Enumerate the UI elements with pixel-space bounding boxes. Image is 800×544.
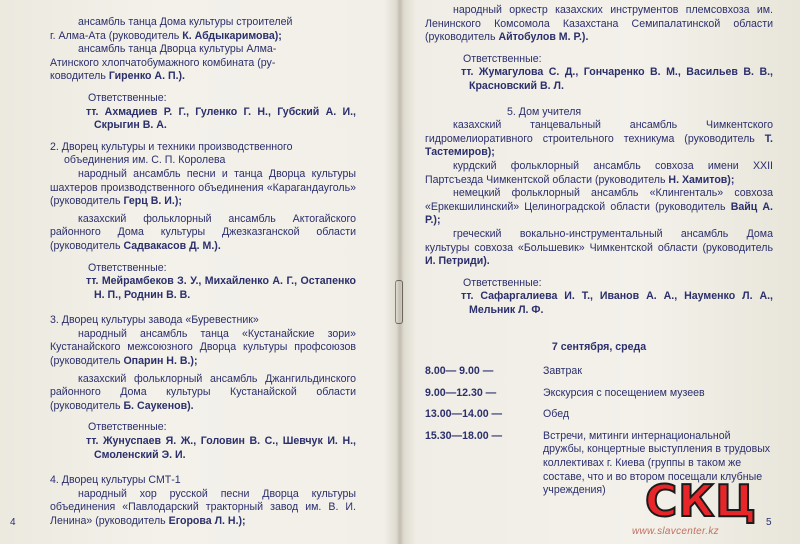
schedule-time: 13.00—14.00 —	[425, 408, 503, 421]
text-line: Атинского хлопчатобумажного комбината (ру-	[50, 56, 276, 69]
responsible-names: тт. Сафаргалиева И. Т., Иванов А. А., Науменко Л. А., Мельник Л. Ф.	[461, 290, 773, 316]
responsible-names: тт. Ахмадиев Р. Г., Гуленко Г. Н., Губский А. И., Скрыгин В. А.	[86, 105, 356, 132]
text-line: г. Алма-Ата (руководитель К. Абдыкаримова);	[50, 29, 282, 42]
responsible-label: Ответственные:	[88, 261, 167, 274]
ensemble-entry: народный ансамбль песни и танца Дворца культуры шахтеров производственного объединения «Карагандауголь» (руководитель Герц В. И.);	[50, 167, 356, 208]
schedule-desc: Завтрак	[543, 365, 582, 378]
ensemble-entry: казахский танцевальный ансамбль Чимкентского гидромелиоративного строительного техникума (руководитель Т. Тастемиров);	[425, 119, 773, 159]
responsible-names: тт. Жунуспаев Я. Ж., Головин В. С., Шевчук И. Н., Смоленский Э. И.	[86, 435, 356, 461]
responsible-label: Ответственные:	[88, 91, 167, 104]
schedule-time: 9.00—12.30 —	[425, 386, 497, 399]
venue-heading: 2. Дворец культуры и техники производственного объединения им. С. П. Королева	[50, 140, 293, 167]
schedule-desc: Встречи, митинги интернациональной дружбы, концертные выступления в трудовых коллективах г. Киева (группы в таком же составе, что и во втором посещали клубные учреждения)	[543, 429, 771, 497]
ensemble-entry: народный хор русской песни Дворца культуры объединения «Павлодарский тракторный завод им. В. И. Ленина» (руководитель Егорова Л. Н.);	[50, 487, 356, 527]
ensemble-entry: казахский фольклорный ансамбль Джангильдинского районного Дома культуры Кустанайской области (руководитель Б. Саукенов).	[50, 372, 356, 412]
schedule-desc: Экскурсия с посещением музеев	[543, 386, 705, 399]
responsible-label: Ответственные:	[463, 52, 542, 65]
responsible-label: Ответственные:	[88, 421, 167, 434]
skc-logo-graphic	[640, 474, 762, 524]
schedule-row	[425, 365, 773, 379]
responsible-label: Ответственные:	[463, 276, 542, 289]
schedule-time: 8.00— 9.00 —	[425, 365, 494, 378]
ensemble-entry: немецкий фольклорный ансамбль «Клингенталь» совхоза «Еркекшилинский» Целиноградской области (руководитель Вайц А. Р.);	[425, 187, 773, 227]
ensemble-entry: греческий вокально-инструментальный ансамбль Дома культуры совхоза «Большевик» Чимкентской области (руководитель И. Петриди).	[425, 227, 773, 268]
responsible-names: тт. Мейрамбеков З. У., Михайленко А. Г., Остапенко Н. П., Роднин В. В.	[86, 275, 356, 301]
page-fold	[396, 0, 404, 544]
venue-heading: 5. Дом учителя	[507, 105, 582, 118]
skc-logo	[640, 474, 762, 524]
text-line: ансамбль танца Дома культуры строителей	[78, 16, 293, 28]
ensemble-entry: курдский фольклорный ансамбль совхоза имени XXII Партсъезда Чимкентской области (руководитель Н. Хамитов);	[425, 159, 773, 186]
schedule-row	[425, 387, 773, 401]
left-page	[50, 16, 356, 529]
date-heading: 7 сентября, среда	[551, 341, 647, 354]
svg-text:СКЦ: СКЦ	[644, 476, 758, 524]
venue-heading: 4. Дворец культуры СМТ-1	[50, 474, 181, 487]
page-number: 5	[766, 517, 772, 528]
text-line: ансамбль танца Дворца культуры Алма-	[78, 43, 277, 56]
ensemble-entry: казахский фольклорный ансамбль Актогайского районного Дома культуры Джезказганской области (руководитель Садвакасов Д. М.).	[50, 212, 356, 252]
schedule-row	[425, 408, 773, 422]
watermark-url: www.slavcenter.kz	[632, 526, 719, 537]
responsible-names: тт. Жумагулова С. Д., Гончаренко В. М., Васильев В. В., Красновский В. Л.	[461, 66, 773, 92]
right-page	[425, 4, 773, 498]
staple	[395, 280, 403, 324]
page-number: 4	[10, 517, 16, 528]
schedule-time: 15.30—18.00 —	[425, 429, 503, 442]
venue-heading: 3. Дворец культуры завода «Буревестник»	[50, 314, 259, 327]
schedule-desc: Обед	[543, 408, 570, 421]
text-line: ководитель Гиренко А. П.).	[50, 70, 186, 83]
ensemble-entry: народный ансамбль танца «Кустанайские зори» Кустанайского межсоюзного Дворца культуры профсоюзов (руководитель Опарин Н. В.);	[50, 327, 356, 368]
ensemble-entry: народный оркестр казахских инструментов племсовхоза им. Ленинского Комсомола Казахстана Семипалатинской области (руководитель Айтобулов М. Р.).	[425, 4, 773, 44]
